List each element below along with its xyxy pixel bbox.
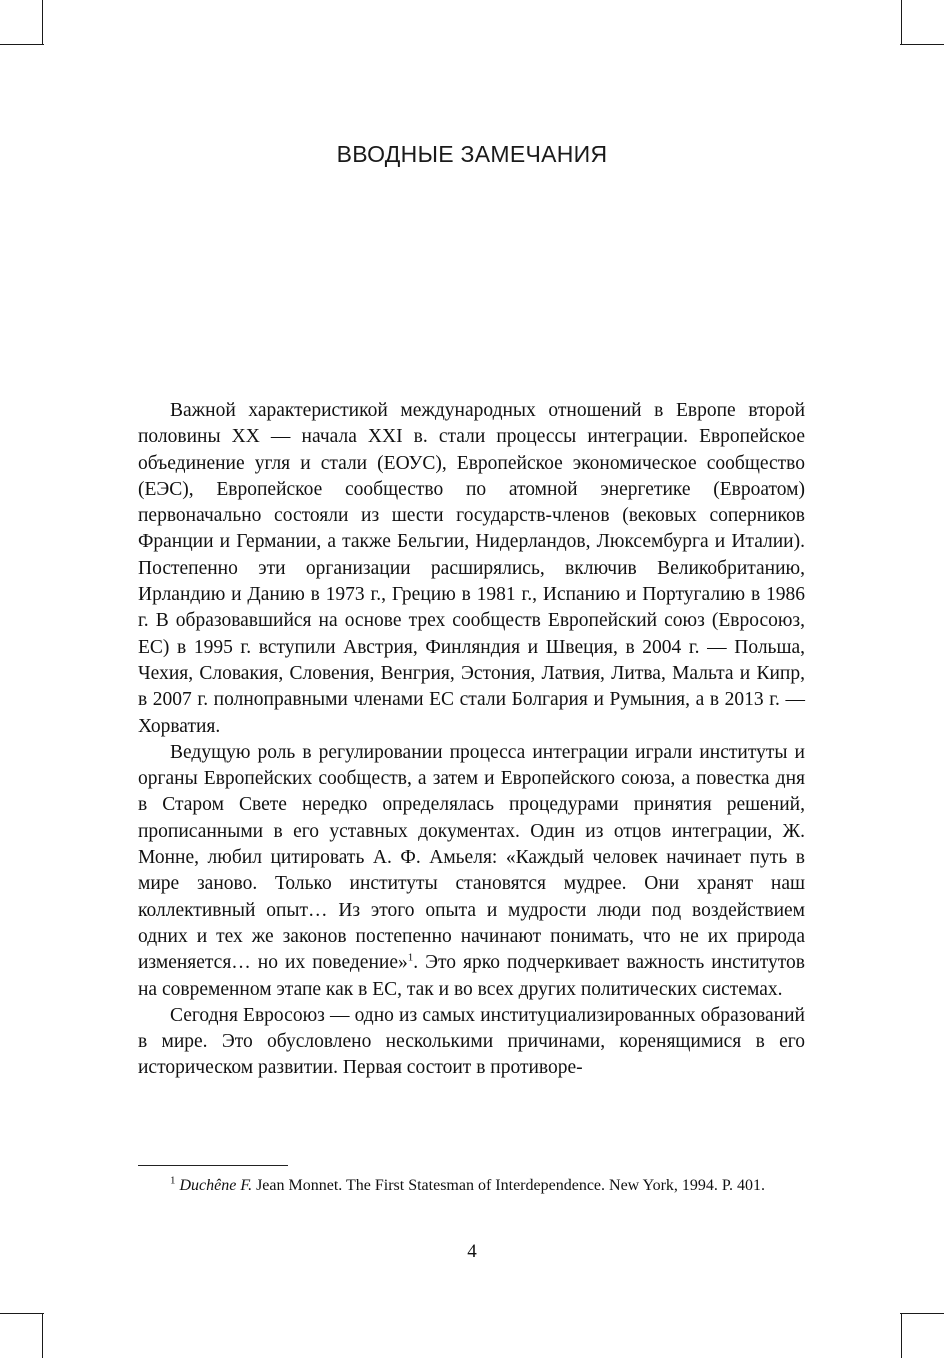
crop-mark (42, 0, 43, 44)
body-text (138, 398, 805, 1082)
footnote-text: Jean Monnet. The First Statesman of Interdependence. New York, 1994. P. 401. (252, 1177, 766, 1194)
paragraph-text: Сегодня Евросоюз — одно из самых институциализированных образований в мире. Это обусловлено несколькими причинами, коренящимися в его историческом развитии. Первая состоит в противоре- (138, 1004, 805, 1079)
crop-mark (0, 44, 44, 45)
footnote-separator (138, 1165, 288, 1166)
crop-mark (900, 1313, 944, 1314)
paragraph-text: Ведущую роль в регулировании процесса интеграции играли институты и органы Европейских сообществ, а затем и Европейского союза, а повестка дня в Старом Свете нередко определялась процедурами принятия решений, прописанными в его уставных документах. Один из отцов интеграции, Ж. Монне, любил цитировать А. Ф. Амьеля: «Каждый человек начинает путь в мире заново. Только институты становятся мудрее. Они хранят наш коллективный опыт… Из этого опыта и мудрости люди под воздействием одних и тех же законов постепенно начинают понимать, что не их природа изменяется… но их поведение» (138, 741, 805, 974)
footnote (138, 1175, 805, 1197)
footnote-author: Duchêne F. (179, 1177, 253, 1194)
crop-mark (0, 1313, 44, 1314)
footnote-reference[interactable]: 1 (407, 951, 414, 964)
paragraph (138, 398, 805, 740)
chapter-heading: ВВОДНЫЕ ЗАМЕЧАНИЯ (336, 141, 608, 167)
crop-mark (42, 1314, 43, 1358)
paragraph-text: Важной характеристикой международных отношений в Европе второй половины XX — начала XXI в. стали процессы интеграции. Европейское объединение угля и стали (ЕОУС), Европейское экономическое сообщество (ЕЭС), Европейское сообщество по атомной энергетике (Евроатом) первоначально состояли из шести государств-членов (вековых соперников Франции и Германии, а также Бельгии, Нидерландов, Люксембурга и Италии). Постепенно эти организации расширялись, включив Великобританию, Ирландию и Данию в 1973 г., Грецию в 1981 г., Испанию и Португалию в 1986 г. В образовавшийся на основе трех сообществ Европейский союз (Евросоюз, ЕС) в 1995 г. вступили Австрия, Финляндия и Швеция, в 2004 г. — Польша, Чехия, Словакия, Словения, Венгрия, Эстония, Латвия, Литва, Мальта и Кипр, в 2007 г. полноправными членами ЕС стали Болгария и Румыния, а в 2013 г. — Хорватия. (138, 400, 805, 737)
paragraph (138, 740, 805, 1003)
footnote-number: 1 (170, 1174, 176, 1187)
crop-mark (901, 1314, 902, 1358)
paragraph (138, 1003, 805, 1082)
page-number: 4 (467, 1241, 477, 1262)
crop-mark (901, 0, 902, 44)
paragraph-text: . Это ярко подчеркивает важность институтов на современном этапе как в ЕС, так и во всех других политических системах. (138, 952, 805, 1000)
crop-mark (900, 44, 944, 45)
